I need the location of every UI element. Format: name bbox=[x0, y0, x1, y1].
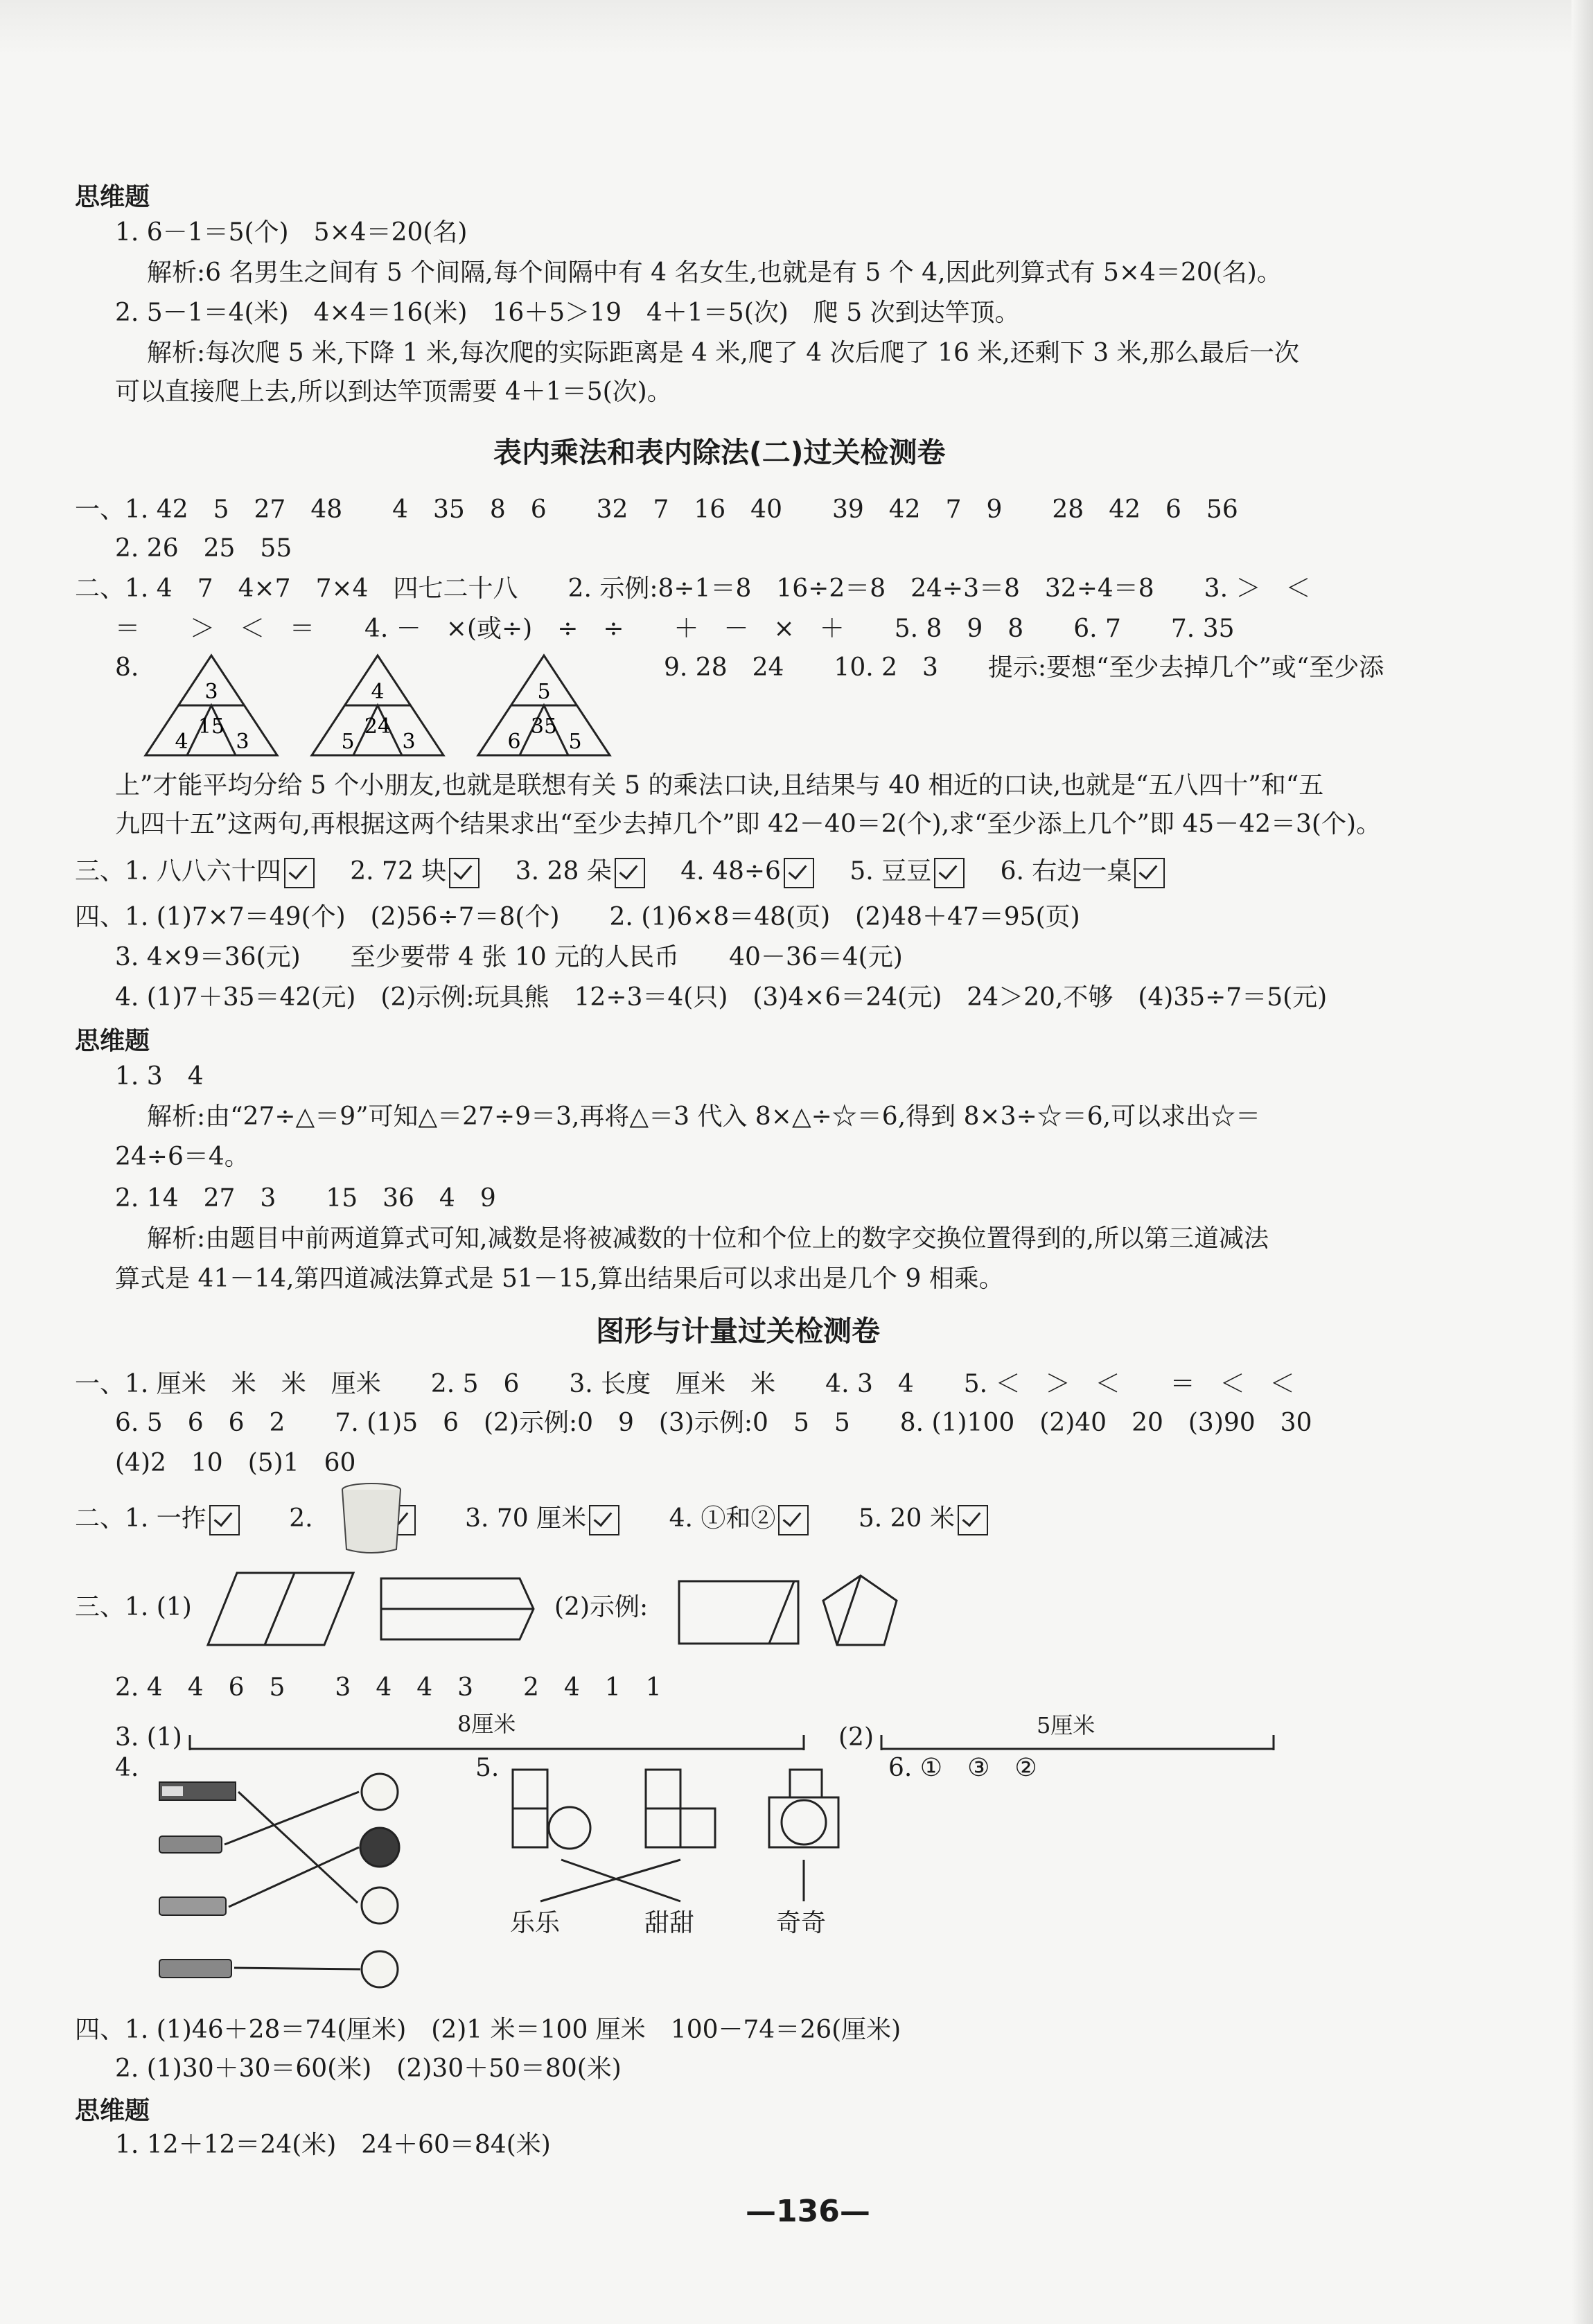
answer-label: 三、1. (1) bbox=[75, 1593, 192, 1621]
section-heading: 图形与计量过关检测卷 bbox=[596, 1314, 880, 1348]
child-name: 奇奇 bbox=[776, 1909, 827, 1937]
answer-line: 2. 14 27 3 15 36 4 9 bbox=[115, 1184, 496, 1213]
section-title-thinking: 思维题 bbox=[75, 183, 150, 211]
answer-line: ＝ ＞ ＜ ＝ 4. － ×(或÷) ÷ ÷ ＋ － × ＋ 5. 8 9 8 6. 7 7. 35 bbox=[115, 615, 1235, 643]
triangle-center: 35 bbox=[530, 714, 558, 739]
choice-item: 3. 70 厘米 bbox=[465, 1504, 587, 1533]
check-box-icon bbox=[449, 858, 479, 888]
cup-icon bbox=[338, 1481, 405, 1558]
scan-spine-shadow bbox=[1572, 0, 1593, 2324]
child-face-icon bbox=[362, 1774, 398, 1810]
check-box-icon bbox=[958, 1505, 988, 1535]
triangle-1 bbox=[146, 655, 277, 755]
section-heading: 表内乘法和表内除法(二)过关检测卷 bbox=[493, 436, 946, 469]
answer-line: 6. 5 6 6 2 7. (1)5 6 (2)示例:0 9 (3)示例:0 5 5 8. (1)100 (2)40 20 (3)90 30 bbox=[115, 1409, 1312, 1437]
check-box-icon bbox=[784, 858, 814, 888]
check-box-icon bbox=[1134, 858, 1165, 888]
hint-line: 上”才能平均分给 5 个小朋友,也就是联想有关 5 的乘法口诀,且结果与 40 相近的口诀,也就是“五八四十”和“五 bbox=[115, 771, 1324, 800]
check-box-icon bbox=[615, 858, 645, 888]
triangle-2 bbox=[312, 655, 443, 755]
triangle-top: 3 bbox=[204, 680, 218, 704]
explanation-line: 可以直接爬上去,所以到达竿顶需要 4＋1＝5(次)。 bbox=[115, 378, 672, 406]
three-views-drawing bbox=[499, 1763, 859, 1922]
choice-answers bbox=[75, 1502, 988, 1535]
answer-line: 9. 28 24 10. 2 3 提示:要想“至少去掉几个”或“至少添 bbox=[664, 653, 1384, 682]
check-box-icon bbox=[284, 858, 315, 888]
judge-item: 3. 28 朵 bbox=[515, 857, 612, 886]
hint-line: 九四十五”这两句,再根据这两个结果求出“至少去掉几个”即 42－40＝2(个),求“至少添上几个”即 45－42＝3(个)。 bbox=[115, 810, 1382, 838]
book-object-icon bbox=[159, 1836, 222, 1853]
answer-line: 2. 5－1＝4(米) 4×4＝16(米) 16＋5＞19 4＋1＝5(次) 爬 5 次到达竿顶。 bbox=[115, 299, 1020, 327]
child-face-icon bbox=[362, 1951, 398, 1987]
explanation-line: 解析:由题目中前两道算式可知,减数是将被减数的十位和个位上的数字交换位置得到的,所以第三道减法 bbox=[147, 1224, 1269, 1253]
explanation-line: 24÷6＝4。 bbox=[115, 1143, 249, 1171]
answer-line: 2. (1)30＋30＝60(米) (2)30＋50＝80(米) bbox=[115, 2054, 622, 2083]
choice-item: 二、1. 一拃 bbox=[75, 1504, 206, 1533]
explanation-line: 解析:每次爬 5 米,下降 1 米,每次爬的实际距离是 4 米,爬了 4 次后爬了 16 米,还剩下 3 米,那么最后一次 bbox=[147, 339, 1299, 367]
child-face-icon bbox=[362, 1887, 398, 1924]
answer-label: 8. bbox=[115, 653, 139, 682]
ruler-label: 5厘米 bbox=[1037, 1712, 1095, 1738]
triangle-left: 6 bbox=[507, 730, 521, 754]
check-box-icon bbox=[589, 1505, 619, 1535]
triangle-right: 5 bbox=[568, 730, 582, 754]
check-box-icon bbox=[209, 1505, 240, 1535]
triangle-top: 4 bbox=[371, 680, 385, 704]
answer-label: 5. bbox=[475, 1754, 500, 1782]
check-box-icon bbox=[778, 1505, 809, 1535]
judge-answers bbox=[75, 855, 1165, 888]
answer-line: 四、1. (1)46＋28＝74(厘米) (2)1 米＝100 厘米 100－74＝26(厘米) bbox=[75, 2016, 901, 2044]
answer-line: 6. ① ③ ② bbox=[888, 1754, 1037, 1782]
judge-item: 三、1. 八八六十四 bbox=[75, 857, 281, 886]
page-number: —136— bbox=[746, 2194, 870, 2229]
triangle-right: 3 bbox=[236, 730, 249, 754]
answer-line: 1. 12＋12＝24(米) 24＋60＝84(米) bbox=[115, 2131, 551, 2159]
answer-label: 3. (1) bbox=[115, 1723, 182, 1752]
section-title-thinking: 思维题 bbox=[75, 2097, 150, 2125]
answer-label: (2)示例: bbox=[554, 1593, 649, 1621]
judge-item: 6. 右边一桌 bbox=[1000, 857, 1132, 886]
divided-shapes bbox=[194, 1569, 540, 1652]
answer-line: (4)2 10 (5)1 60 bbox=[115, 1449, 356, 1477]
answer-line: 一、1. 厘米 米 米 厘米 2. 5 6 3. 长度 厘米 米 4. 3 4 5. ＜ ＞ ＜ ＝ ＜ ＜ bbox=[75, 1370, 1295, 1398]
choice-item: 2. bbox=[289, 1504, 313, 1533]
explanation-line: 算式是 41－14,第四道减法算式是 51－15,算出结果后可以求出是几个 9 相乘。 bbox=[115, 1265, 1004, 1293]
ruler-label: 8厘米 bbox=[457, 1711, 516, 1737]
answer-line: 1. 3 4 bbox=[115, 1062, 204, 1091]
triangle-top: 5 bbox=[537, 680, 551, 704]
explanation-line: 解析:由“27÷△＝9”可知△＝27÷9＝3,再将△＝3 代入 8×△÷☆＝6,得到 8×3÷☆＝6,可以求出☆＝ bbox=[147, 1102, 1261, 1131]
answer-line: 3. 4×9＝36(元) 至少要带 4 张 10 元的人民币 40－36＝4(元) bbox=[115, 943, 903, 971]
triangle-left: 5 bbox=[341, 730, 355, 754]
answer-line: 一、1. 42 5 27 48 4 35 8 6 32 7 16 40 39 42 7 9 28 42 6 56 bbox=[75, 495, 1238, 524]
check-box-icon bbox=[934, 858, 965, 888]
answer-line: 四、1. (1)7×7＝49(个) (2)56÷7＝8(个) 2. (1)6×8＝48(页) (2)48＋47＝95(页) bbox=[75, 903, 1080, 931]
explanation-line: 解析:6 名男生之间有 5 个间隔,每个间隔中有 4 名女生,也就是有 5 个 4,因此列算式有 5×4＝20(名)。 bbox=[147, 258, 1282, 287]
child-face-icon bbox=[360, 1828, 399, 1867]
triangle-3 bbox=[478, 655, 610, 755]
triangle-right: 3 bbox=[402, 730, 416, 754]
choice-item: 4. ①和② bbox=[669, 1504, 776, 1533]
answer-line: 2. 4 4 6 5 3 4 4 3 2 4 1 1 bbox=[115, 1673, 662, 1702]
answer-label: 4. bbox=[115, 1754, 139, 1782]
book-object-icon bbox=[159, 1897, 226, 1915]
match-objects-children bbox=[152, 1771, 430, 2000]
triangle-center: 24 bbox=[364, 714, 391, 739]
answer-line: 2. 26 25 55 bbox=[115, 534, 292, 563]
triangle-left: 4 bbox=[175, 730, 188, 754]
triangle-center: 15 bbox=[197, 714, 225, 739]
number-triangles bbox=[139, 651, 665, 762]
section-title-thinking: 思维题 bbox=[75, 1027, 150, 1055]
child-name: 乐乐 bbox=[510, 1909, 561, 1937]
answer-label: (2) bbox=[838, 1723, 874, 1752]
judge-item: 4. 48÷6 bbox=[680, 857, 781, 886]
answer-line: 二、1. 4 7 4×7 7×4 四七二十八 2. 示例:8÷1＝8 16÷2＝8 24÷3＝8 32÷4＝8 3. ＞ ＜ bbox=[75, 574, 1311, 603]
child-name: 甜甜 bbox=[644, 1909, 695, 1937]
scan-top-band bbox=[0, 0, 1593, 55]
book-object-icon bbox=[159, 1960, 231, 1978]
example-shapes bbox=[672, 1569, 901, 1659]
judge-item: 5. 豆豆 bbox=[850, 857, 932, 886]
answer-line: 4. (1)7＋35＝42(元) (2)示例:玩具熊 12÷3＝4(只) (3)4×6＝24(元) 24＞20,不够 (4)35÷7＝5(元) bbox=[115, 983, 1328, 1012]
judge-item: 2. 72 块 bbox=[350, 857, 447, 886]
answer-line: 1. 6－1＝5(个) 5×4＝20(名) bbox=[115, 218, 468, 247]
choice-item: 5. 20 米 bbox=[858, 1504, 955, 1533]
